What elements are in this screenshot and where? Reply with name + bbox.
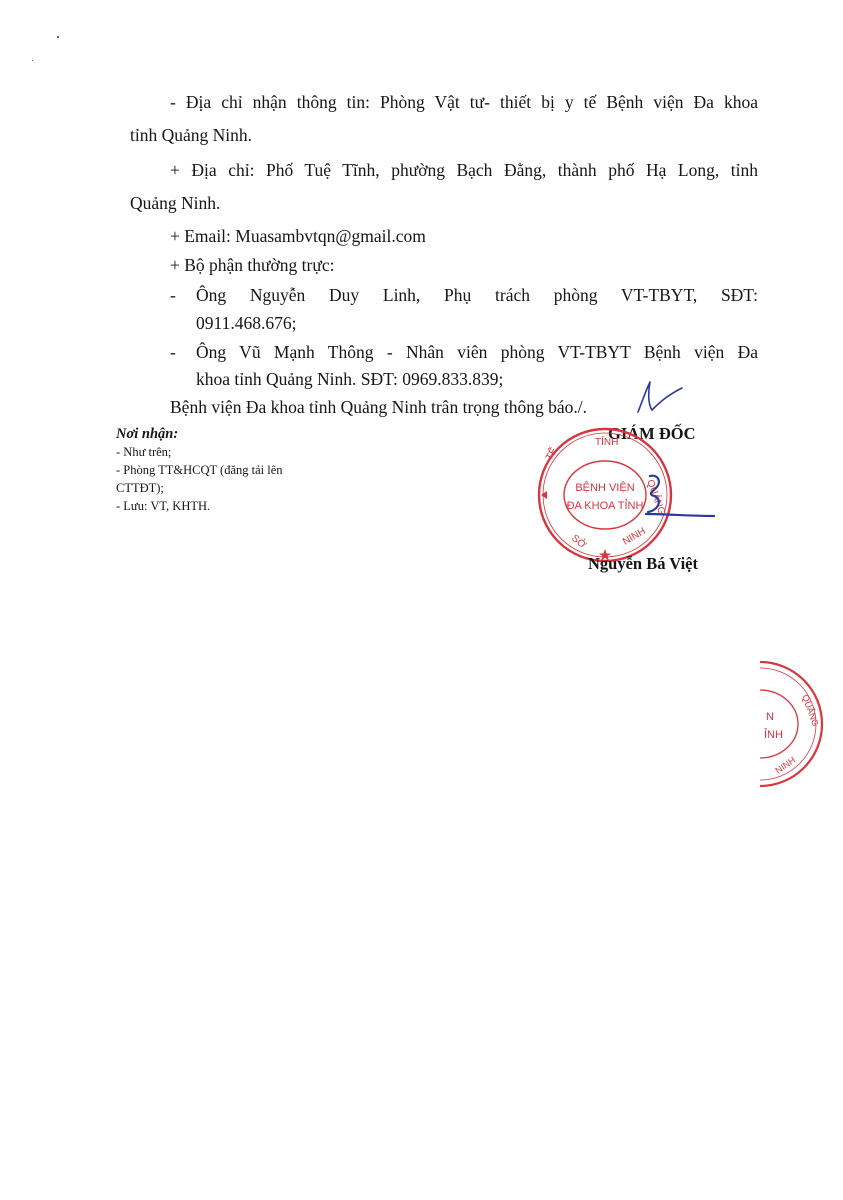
person2-dash: - [170,342,176,362]
person2-line1: Ông Vũ Mạnh Thông - Nhân viên phòng VT-TBYT Bệnh viện Đa [196,342,758,362]
seal-ring-left: TẾ [544,445,560,463]
seal-ring-top: TỈNH [595,437,619,448]
person1-line1: Ông Nguyễn Duy Linh, Phụ trách phòng VT-TBYT, SĐT: [196,285,758,305]
address-receiving-line1: - Địa chỉ nhận thông tin: Phòng Vật tư- thiết bị y tế Bệnh viện Đa khoa [170,92,758,112]
handwritten-signature [628,470,718,520]
seal-ring-right: QUẢNG [644,478,668,517]
seal-center-line2: ĐA KHOA TỈNH [566,500,644,512]
person1-line2: 0911.468.676; [196,313,297,333]
seal-ring-bottom: NINH [621,525,648,548]
partial-seal-ring-right: QUẢNG [800,693,821,728]
person1-dash: - [170,285,176,305]
recipient-item: CTTĐT); [116,481,164,495]
scan-speck [57,36,59,38]
address-receiving-line2: tỉnh Quảng Ninh. [130,125,253,145]
department-line: + Bộ phận thường trực: [170,255,335,275]
closing-line: Bệnh viện Đa khoa tỉnh Quảng Ninh trân trọng thông báo./. [170,397,588,417]
seal-ring-bottom-left: SỞ [569,532,588,552]
seal-center-line1: BỆNH VIỆN [575,482,635,494]
recipient-item: - Như trên; [116,445,172,459]
person2-line2: khoa tỉnh Quảng Ninh. SĐT: 0969.833.839; [196,369,504,389]
recipients-title: Nơi nhận: [116,426,179,442]
email-line: + Email: Muasambvtqn@gmail.com [170,226,426,246]
partial-seal-line2: ỈNH [764,729,783,741]
partial-seal-line1: N [766,711,774,723]
address-line2: Quảng Ninh. [130,193,221,213]
signature-name: Nguyễn Bá Việt [588,554,699,573]
address-line1: + Địa chỉ: Phố Tuệ Tĩnh, phường Bạch Đằng, thành phố Hạ Long, tỉnh [170,160,758,180]
partial-seal-ring-bottom: NINH [773,754,798,776]
recipient-item: - Phòng TT&HCQT (đăng tải lên [116,463,283,477]
signature-role: GIÁM ĐỐC [608,424,696,443]
partial-seal [760,660,830,790]
recipient-item: - Lưu: VT, KHTH. [116,499,211,513]
initial-mark [628,378,688,418]
seal-arrow-icon [541,491,547,499]
scan-speck [32,60,33,61]
